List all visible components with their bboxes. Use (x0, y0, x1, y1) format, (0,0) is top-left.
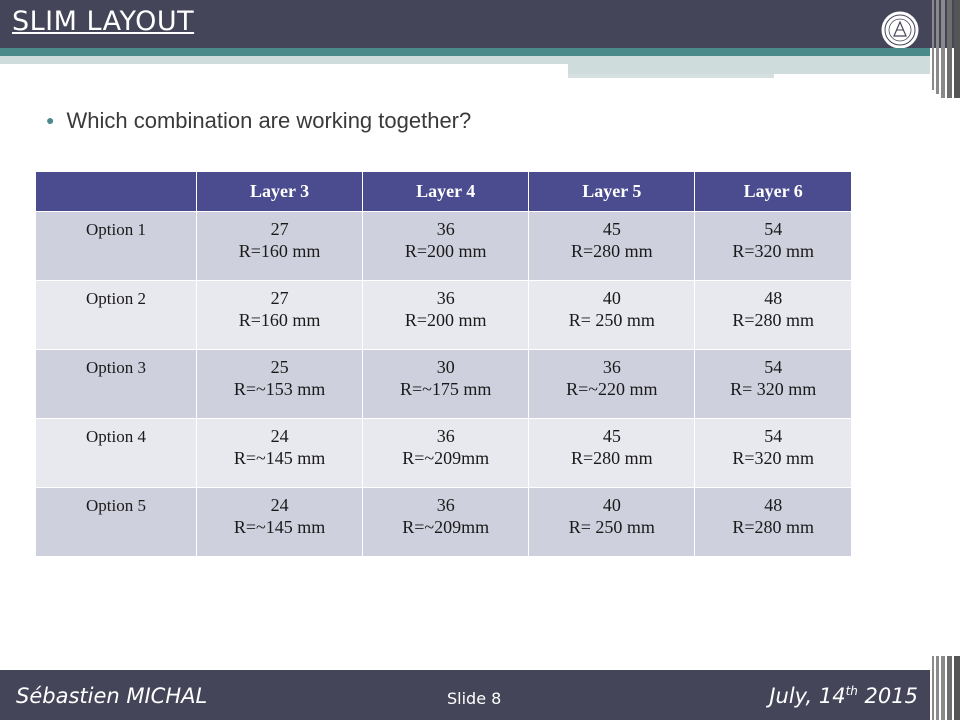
cell-radius: R=320 mm (732, 241, 815, 261)
cell-count: 54 (764, 357, 783, 377)
cell-count: 27 (270, 219, 289, 239)
table-cell (529, 281, 695, 350)
cell-count: 25 (270, 357, 289, 377)
bullet-icon: ● (46, 112, 55, 128)
header-stripe-teal (0, 48, 930, 56)
header-cell-layer5: Layer 5 (529, 172, 695, 212)
bullet-text: Which combination are working together? (66, 108, 472, 133)
cell-count: 54 (764, 219, 783, 239)
header-cell-empty (36, 172, 197, 212)
table-cell (197, 212, 363, 281)
row-label: Option 2 (36, 281, 197, 350)
cell-count: 27 (270, 288, 289, 308)
footer-author: Sébastien MICHAL (16, 684, 208, 708)
footer-date-sup: th (845, 684, 858, 698)
cell-count: 40 (602, 495, 621, 515)
cell-count: 36 (436, 288, 455, 308)
decorative-vertical-bars-top (932, 0, 960, 98)
header-stripe-light-2 (568, 64, 930, 74)
footer-date-main: July, 14 (769, 684, 846, 708)
table-cell (695, 281, 851, 350)
cell-radius: R=280 mm (732, 310, 815, 330)
cell-radius: R=~175 mm (400, 379, 492, 399)
table-cell (363, 488, 529, 557)
footer-slide-number: Slide 8 (447, 689, 502, 708)
table-cell (197, 350, 363, 419)
table-row (36, 419, 851, 488)
cell-radius: R= 320 mm (730, 379, 817, 399)
cell-count: 24 (270, 495, 289, 515)
table-cell (363, 350, 529, 419)
cell-radius: R=~209mm (402, 448, 490, 468)
cell-count: 36 (436, 495, 455, 515)
cell-count: 48 (764, 288, 783, 308)
header-cell-layer6: Layer 6 (695, 172, 851, 212)
header-stripe-light (0, 56, 930, 64)
cell-radius: R=320 mm (732, 448, 815, 468)
university-seal-icon (880, 10, 920, 50)
row-label: Option 1 (36, 212, 197, 281)
footer-bar (0, 670, 930, 720)
table-row (36, 350, 851, 419)
table-cell (529, 212, 695, 281)
table-cell (363, 212, 529, 281)
header-stripe-light-3 (568, 74, 774, 78)
table-header-row (36, 172, 851, 212)
table-cell (363, 419, 529, 488)
cell-radius: R=200 mm (404, 310, 487, 330)
cell-radius: R=~153 mm (233, 379, 326, 399)
cell-count: 48 (764, 495, 783, 515)
cell-count: 36 (436, 219, 455, 239)
layout-options-table (36, 172, 851, 556)
row-label: Option 5 (36, 488, 197, 557)
cell-radius: R=~209mm (402, 517, 490, 537)
cell-count: 36 (436, 426, 455, 446)
cell-radius: R=280 mm (732, 517, 815, 537)
cell-count: 45 (602, 219, 621, 239)
header-cell-layer3: Layer 3 (197, 172, 363, 212)
table-cell (529, 488, 695, 557)
header-bar (0, 0, 960, 48)
cell-count: 24 (270, 426, 289, 446)
footer-date-year: 2015 (857, 684, 918, 708)
bullet-point (46, 108, 471, 134)
cell-radius: R=~220 mm (566, 379, 658, 399)
table-cell (529, 350, 695, 419)
cell-radius: R=200 mm (404, 241, 487, 261)
cell-radius: R=160 mm (238, 241, 321, 261)
cell-count: 54 (764, 426, 783, 446)
cell-radius: R=160 mm (238, 310, 321, 330)
table-cell (197, 419, 363, 488)
row-label: Option 3 (36, 350, 197, 419)
cell-count: 30 (436, 357, 455, 377)
table-row (36, 488, 851, 557)
cell-radius: R=~145 mm (233, 517, 326, 537)
cell-count: 45 (602, 426, 621, 446)
footer-date (769, 684, 918, 708)
cell-radius: R=280 mm (571, 241, 653, 261)
header-cell-layer4: Layer 4 (363, 172, 529, 212)
cell-radius: R= 250 mm (568, 310, 655, 330)
slide-title: SLIM LAYOUT (12, 6, 195, 37)
table-cell (695, 419, 851, 488)
cell-radius: R= 250 mm (568, 517, 655, 537)
decorative-vertical-bars-bottom (932, 656, 960, 720)
table-cell (695, 212, 851, 281)
table-row (36, 281, 851, 350)
table-cell (197, 488, 363, 557)
table-row (36, 212, 851, 281)
cell-count: 36 (602, 357, 621, 377)
table-cell (695, 488, 851, 557)
row-label: Option 4 (36, 419, 197, 488)
table-cell (197, 281, 363, 350)
cell-radius: R=~145 mm (233, 448, 326, 468)
table-cell (695, 350, 851, 419)
cell-radius: R=280 mm (571, 448, 653, 468)
table-cell (363, 281, 529, 350)
cell-count: 40 (602, 288, 621, 308)
table-cell (529, 419, 695, 488)
